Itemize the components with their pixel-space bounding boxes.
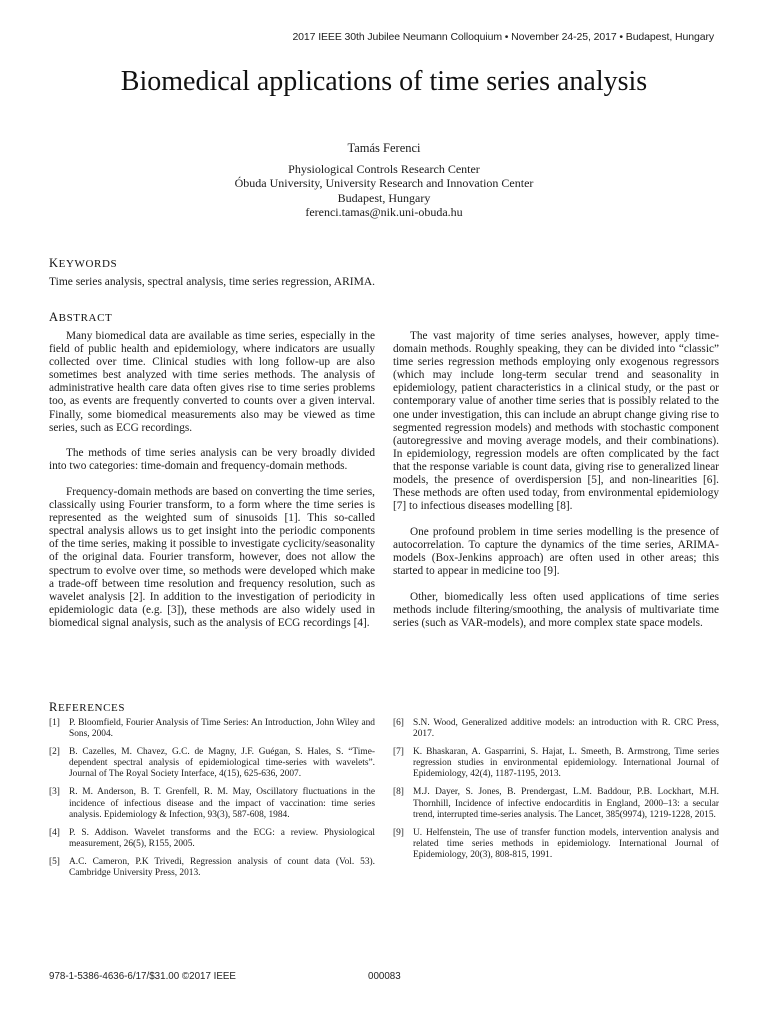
abstract-paragraph: One profound problem in time series modelling is the presence of autocorrelation. To capture the dynamics of the time series, ARIMA-models (Box-Jenkins approach) are often used in other areas; this started to appear in medicine too [9]. — [393, 525, 719, 578]
abstract-paragraph: Other, biomedically less often used applications of time series methods include filtering/smoothing, the analysis of multivariate time series (such as VAR-models), and more complex state space models. — [393, 590, 719, 629]
references-heading: REFERENCES — [49, 700, 126, 714]
reference-text: P. Bloomfield, Fourier Analysis of Time Series: An Introduction, John Wiley and Sons, 2004. — [69, 718, 375, 740]
reference-text: K. Bhaskaran, A. Gasparrini, S. Hajat, L. Smeeth, B. Armstrong, Time series regression studies in environmental epidemiology. International Journal of Epidemiology, 42(4), 1187-1195, 2013. — [413, 747, 719, 780]
author-email: ferenci.tamas@nik.uni-obuda.hu — [305, 205, 463, 219]
reference-item — [49, 857, 375, 879]
abstract-paragraph: The vast majority of time series analyses, however, apply time-domain methods. Roughly speaking, they can be divided into “classic” time series regression methods employing only exogenous regressors (which may include long-term secular trend and seasonality in epidemiology, patient characteristics in a clinical study, or the past or contemporary value of another time series that is possibly related to the one under investigation, this can include an abrupt change giving rise to segmented regression models) and methods with stochastic component (autoregressive and moving average models, and their combinations). In epidemiology, regression models are often complicated by the fact that the response variable is count data, giving rise to generalized linear models, the presence of overdispersion [5], and non-linearities [6]. These methods are often used today, from environmental epidemiology [7] to infectious diseases modelling [8]. — [393, 330, 719, 513]
reference-item — [49, 787, 375, 820]
conference-header: 2017 IEEE 30th Jubilee Neumann Colloquium • November 24-25, 2017 • Budapest, Hungary — [292, 31, 714, 43]
affiliation-line: Physiological Controls Research Center — [288, 161, 480, 176]
reference-text: U. Helfenstein, The use of transfer function models, intervention analysis and related time series methods in epidemiology. International Journal of Epidemiology, 20(3), 808-815, 1991. — [413, 827, 719, 860]
reference-item — [393, 747, 719, 780]
abstract-heading: ABSTRACT — [49, 310, 113, 324]
footer-page-number: 000083 — [368, 971, 401, 982]
reference-item — [393, 828, 719, 861]
author-block — [0, 141, 768, 220]
reference-number: [2] — [49, 747, 60, 758]
reference-number: [8] — [393, 787, 404, 798]
author-name: Tamás Ferenci — [347, 141, 421, 155]
reference-item — [49, 828, 375, 850]
reference-number: [7] — [393, 747, 404, 758]
keywords-text: Time series analysis, spectral analysis, time series regression, ARIMA. — [49, 276, 375, 288]
reference-number: [4] — [49, 827, 60, 838]
reference-number: [3] — [49, 787, 60, 798]
reference-number: [5] — [49, 856, 60, 867]
footer-isbn: 978-1-5386-4636-6/17/$31.00 ©2017 IEEE — [49, 971, 236, 982]
abstract-left-column — [49, 330, 375, 642]
reference-item — [49, 747, 375, 780]
abstract-paragraph: Many biomedical data are available as time series, especially in the field of public health and epidemiology, where indicators are usually collected over time. Clinical studies with long follow-up are also sometimes best analyzed with time series methods. The analysis of administrative health care data often gives rise to time series problems too, as events are frequently converted to counts over a given interval. Finally, some biomedical measurements also may be viewed as time series, such as ECG recordings. — [49, 330, 375, 434]
reference-text: S.N. Wood, Generalized additive models: an introduction with R. CRC Press, 2017. — [413, 718, 719, 740]
reference-item — [393, 787, 719, 820]
reference-number: [6] — [393, 718, 404, 728]
abstract-paragraph: The methods of time series analysis can be very broadly divided into two categories: time-domain and frequency-domain methods. — [49, 447, 375, 473]
affiliation-line: Budapest, Hungary — [337, 190, 431, 205]
reference-text: P. S. Addison. Wavelet transforms and the ECG: a review. Physiological measurement, 26(5), R155, 2005. — [69, 827, 375, 849]
affiliation-line: Óbuda University, University Research and Innovation Center — [234, 176, 534, 190]
reference-item — [393, 718, 719, 740]
reference-text: M.J. Dayer, S. Jones, B. Prendergast, L.M. Baddour, P.B. Lockhart, M.H. Thornhill, Incidence of infective endocarditis in England, 2000–13: a secular trend, interrupted time-series analysis. The Lancet, 385(9974), 1219-1228, 2015. — [413, 787, 719, 820]
reference-item — [49, 718, 375, 740]
reference-text: A.C. Cameron, P.K Trivedi, Regression analysis of count data (Vol. 53). Cambridge University Press, 2013. — [69, 856, 375, 879]
abstract-paragraph: Frequency-domain methods are based on converting the time series, classically using Fourier transform, to a form where the time series is represented as the weighted sum of sinusoids [1]. This so-called spectral analysis allows us to get insight into the periodic components of the time series, making it possible to investigate cyclicity/seasonality of the original data. Fourier transform, however, does not allow the spectrum to evolve over time, so methods were developed which make a trade-off between time resolution and frequency resolution, such as wavelet analysis [2]. In addition to the investigation of periodicity in epidemiologic data (e.g. [3]), these methods are also widely used in biomedical signal analysis, such as the analysis of ECG recordings [4]. — [49, 485, 375, 629]
paper-title: Biomedical applications of time series analysis — [120, 66, 648, 97]
reference-number: [1] — [49, 718, 60, 728]
keywords-heading: KEYWORDS — [49, 256, 118, 270]
reference-text: R. M. Anderson, B. T. Grenfell, R. M. May, Oscillatory fluctuations in the incidence of infectious disease and the impact of vaccination: time series analysis. Epidemiology & Infection, 93(3), 587-608, 1984. — [69, 787, 375, 820]
references-left-column — [49, 718, 375, 886]
references-right-column — [393, 718, 719, 868]
abstract-right-column — [393, 330, 719, 642]
reference-number: [9] — [393, 827, 404, 838]
reference-text: B. Cazelles, M. Chavez, G.C. de Magny, J.F. Guégan, S. Hales, S. “Time-dependent spectral analysis of epidemiological time-series with wavelets”. Journal of The Royal Society Interface, 4(15), 625-636, 2007. — [69, 747, 375, 780]
